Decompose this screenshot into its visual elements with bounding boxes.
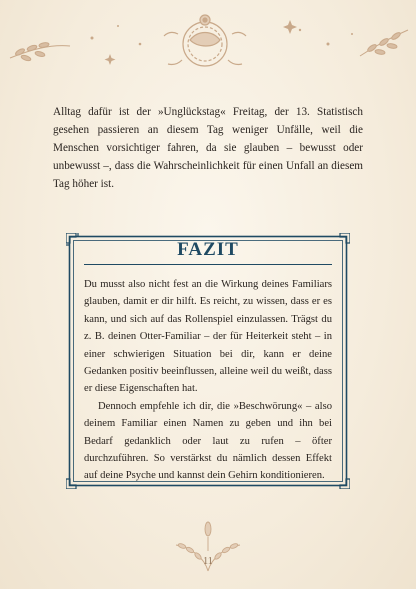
fazit-paragraph-2: Dennoch empfehle ich dir, die »Beschwörung« – also deinem Familiar einen Namen zu geben und ihn bei Bedarf gedanklich oder laut zu rufen – öfter durchzuführen. So verstärkst du nämlich dessen Effekt auf deine Psyche und kannst dein Gehirn konditionieren. bbox=[84, 400, 332, 482]
fazit-title: FAZIT bbox=[177, 239, 239, 260]
title-divider bbox=[84, 264, 332, 265]
page-number: 11 bbox=[203, 556, 213, 567]
laurel-branch-icon bbox=[10, 42, 70, 62]
body-paragraph: Alltag dafür ist der »Unglückstag« Freitag, der 13. Statistisch gesehen passieren an diesem Tag weniger Unfälle, weil die Menschen vorsichtiger fahren, da sie glauben – bewusst oder unbewusst –, dass die Wahrscheinlichkeit für einen Unfall an diesem Tag höher ist. bbox=[53, 106, 363, 190]
fazit-box bbox=[66, 233, 350, 489]
fazit-paragraph-1: Du musst also nicht fest an die Wirkung deines Familiars glauben, damit er dir hilft. Es reicht, zu wissen, dass er es kann, und sich auf das Rollenspiel einzulassen. Trägst du z. B. deinen Otter-Familiar – der für Heiterkeit steht – in einer schwierigen Situation bei dir, kann er deine Gedanken positiv beeinflussen, alleine weil du weißt, dass er diese Eigenschaften hat. bbox=[84, 279, 332, 395]
floral-wreath-icon bbox=[164, 15, 246, 66]
fazit-text bbox=[84, 276, 332, 485]
top-ornament bbox=[0, 0, 416, 80]
laurel-branch-icon bbox=[360, 30, 408, 56]
